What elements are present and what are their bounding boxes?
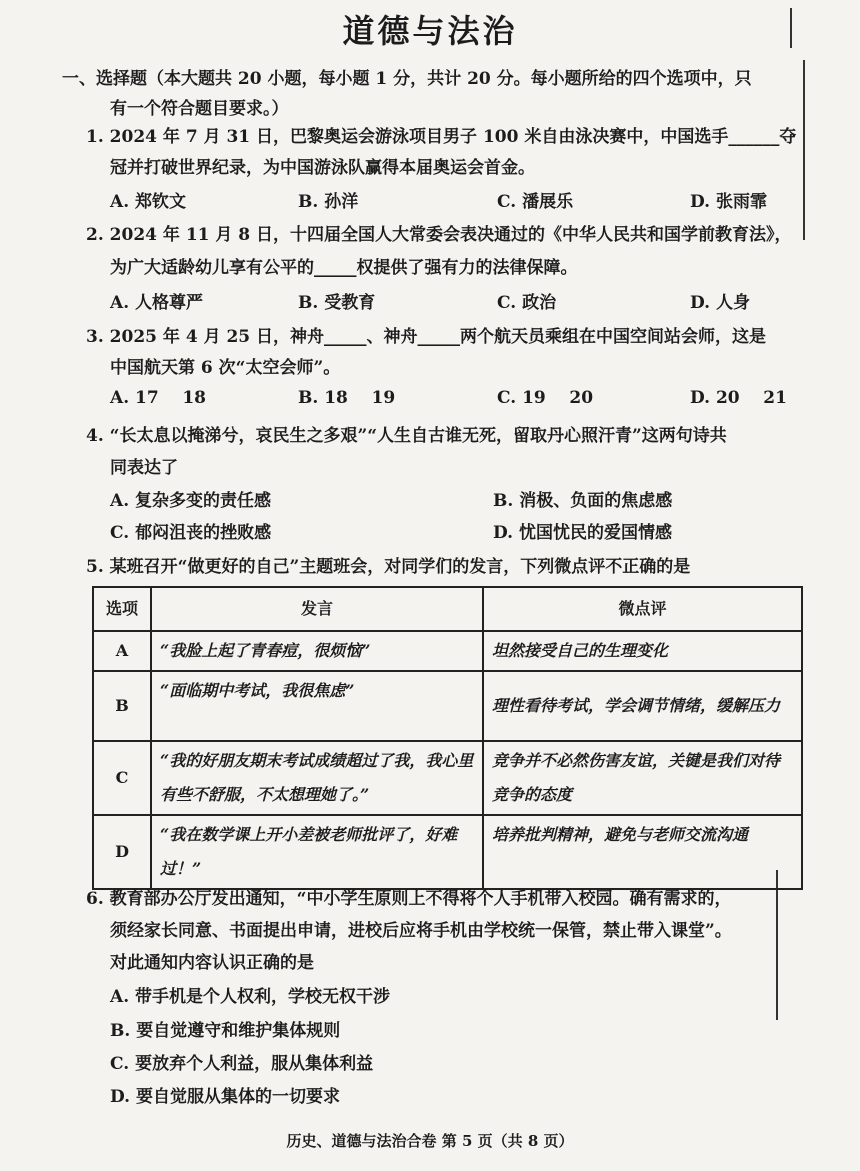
table-cell-option: A [93, 631, 151, 671]
question-3-option-c[interactable]: C. 19 20 [497, 388, 594, 408]
question-2-option-a[interactable]: A. 人格尊严 [110, 293, 204, 313]
question-1-option-c[interactable]: C. 潘展乐 [497, 192, 574, 212]
question-6-option-d[interactable]: D. 要自觉服从集体的一切要求 [110, 1087, 340, 1107]
question-5-table [92, 586, 803, 890]
table-row [93, 631, 802, 671]
question-6-stem-cont-2: 对此通知内容认识正确的是 [110, 953, 314, 973]
question-2-option-d[interactable]: D. 人身 [690, 293, 750, 313]
table-cell-comment: 竞争并不必然伤害友谊，关键是我们对待竞争的态度 [483, 741, 802, 815]
question-1-stem-cont: 冠并打破世界纪录，为中国游泳队赢得本届奥运会首金。 [110, 158, 535, 178]
table-row [93, 671, 802, 741]
question-4-option-c[interactable]: C. 郁闷沮丧的挫败感 [110, 523, 272, 543]
margin-rule [790, 8, 792, 48]
question-6-option-c[interactable]: C. 要放弃个人利益，服从集体利益 [110, 1054, 374, 1074]
question-4-option-a[interactable]: A. 复杂多变的责任感 [110, 491, 272, 511]
page-footer: 历史、道德与法治合卷 第 5 页（共 8 页） [286, 1132, 574, 1150]
page-title: 道德与法治 [342, 12, 518, 50]
question-2-stem-cont: 为广大适龄幼儿享有公平的_____权提供了强有力的法律保障。 [110, 258, 578, 278]
question-3-option-b[interactable]: B. 18 19 [298, 388, 396, 408]
question-3-option-a[interactable]: A. 17 18 [110, 388, 207, 408]
question-6-stem: 6. 教育部办公厅发出通知，“中小学生原则上不得将个人手机带入校园。确有需求的， [86, 889, 732, 909]
question-6-option-b[interactable]: B. 要自觉遵守和维护集体规则 [110, 1021, 341, 1041]
question-1-option-d[interactable]: D. 张雨霏 [690, 192, 767, 212]
question-2-option-c[interactable]: C. 政治 [497, 293, 557, 313]
question-4-stem: 4. “长太息以掩涕兮，哀民生之多艰”“人生自古谁无死，留取丹心照汗青”这两句诗共 [86, 426, 727, 446]
question-5-stem: 5. 某班召开“做更好的自己”主题班会，对同学们的发言，下列微点评不正确的是 [86, 557, 691, 577]
question-2-option-b[interactable]: B. 受教育 [298, 293, 376, 313]
question-2-stem: 2. 2024 年 11 月 8 日，十四届全国人大常委会表决通过的《中华人民共和国学前教育法》， [86, 225, 792, 245]
table-cell-speech: “面临期中考试，我很焦虑” [151, 671, 483, 741]
table-header-row [93, 587, 802, 631]
margin-rule [776, 870, 778, 1020]
question-6-option-a[interactable]: A. 带手机是个人权利，学校无权干涉 [110, 987, 391, 1007]
question-3-stem-cont: 中国航天第 6 次“太空会师”。 [110, 358, 341, 378]
table-header-comment: 微点评 [483, 587, 802, 631]
section-heading: 一、选择题（本大题共 20 小题，每小题 1 分，共计 20 分。每小题所给的四个选项中，只 [62, 69, 752, 89]
question-1-option-a[interactable]: A. 郑钦文 [110, 192, 187, 212]
question-1-option-b[interactable]: B. 孙洋 [298, 192, 359, 212]
question-4-option-d[interactable]: D. 忧国忧民的爱国情感 [493, 523, 672, 543]
table-cell-comment: 培养批判精神，避免与老师交流沟通 [483, 815, 802, 889]
table-header-speech: 发言 [151, 587, 483, 631]
table-cell-speech: “我在数学课上开小差被老师批评了，好难过！” [151, 815, 483, 889]
table-cell-option: D [93, 815, 151, 889]
table-cell-option: C [93, 741, 151, 815]
table-cell-speech: “我的好朋友期末考试成绩超过了我，我心里有些不舒服，不太想理她了。” [151, 741, 483, 815]
table-row [93, 815, 802, 889]
table-cell-comment: 坦然接受自己的生理变化 [483, 631, 802, 671]
table-cell-comment: 理性看待考试，学会调节情绪，缓解压力 [483, 671, 802, 741]
question-3-option-d[interactable]: D. 20 21 [690, 388, 787, 408]
table-cell-option: B [93, 671, 151, 741]
question-3-stem: 3. 2025 年 4 月 25 日，神舟_____、神舟_____两个航天员乘组在中国空间站会师，这是 [86, 327, 767, 347]
margin-rule [803, 60, 805, 240]
table-row [93, 741, 802, 815]
table-header-option: 选项 [93, 587, 151, 631]
question-4-stem-cont: 同表达了 [110, 458, 178, 478]
question-4-option-b[interactable]: B. 消极、负面的焦虑感 [493, 491, 673, 511]
question-6-stem-cont: 须经家长同意、书面提出申请，进校后应将手机由学校统一保管，禁止带入课堂”。 [110, 921, 732, 941]
table-cell-speech: “我脸上起了青春痘，很烦恼” [151, 631, 483, 671]
section-heading-cont: 有一个符合题目要求。） [110, 99, 289, 119]
question-1-stem: 1. 2024 年 7 月 31 日，巴黎奥运会游泳项目男子 100 米自由泳决赛中，中国选手______夺 [86, 127, 797, 147]
